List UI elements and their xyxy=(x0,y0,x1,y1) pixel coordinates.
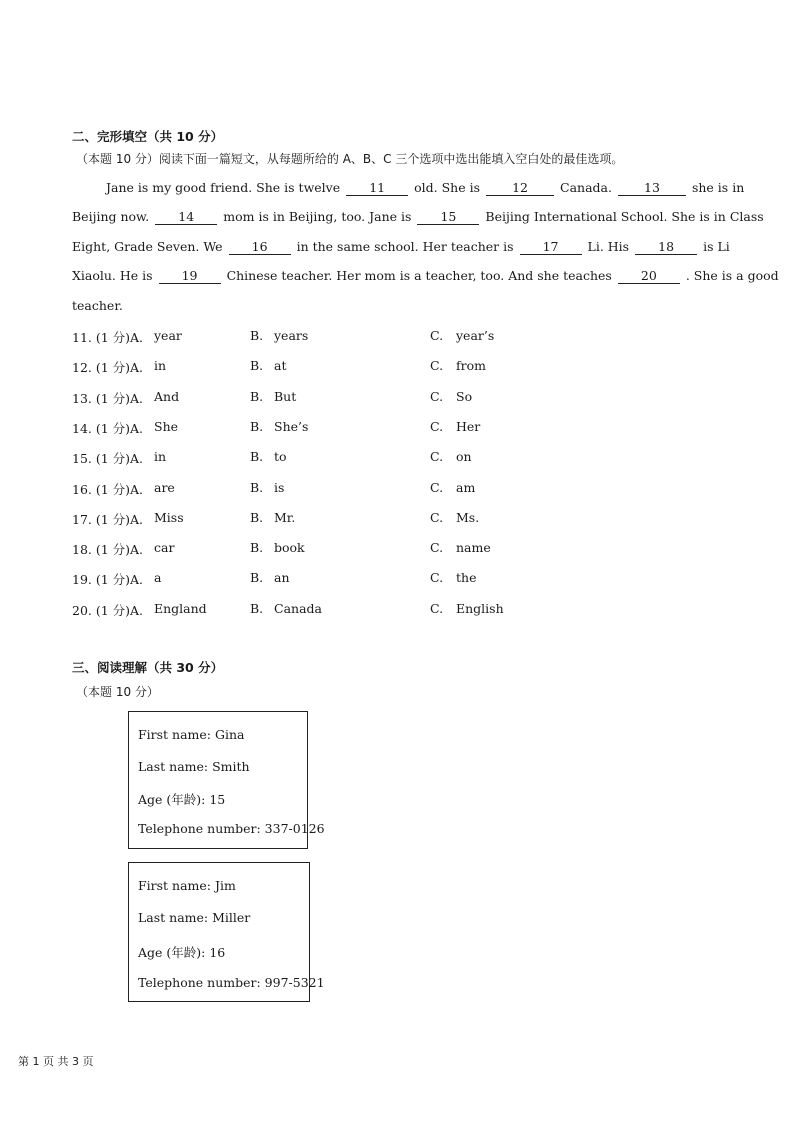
passage-text: Jane is my good friend. She is twelve xyxy=(106,180,341,195)
passage-text: Canada. xyxy=(560,180,612,195)
question-row xyxy=(72,601,552,617)
passage-line-2 xyxy=(72,210,764,225)
passage-text: Beijing now. xyxy=(72,209,150,224)
option-a: year xyxy=(154,328,182,343)
card-first-name: First name: Gina xyxy=(138,727,245,742)
passage-line-1 xyxy=(106,181,744,196)
option-b: is xyxy=(274,479,285,495)
option-b: Mr. xyxy=(274,509,296,525)
option-a: England xyxy=(154,600,207,616)
option-c: name xyxy=(456,540,491,556)
question-number: 13. (1 分)A. xyxy=(72,390,144,406)
option-a: a xyxy=(154,570,162,586)
question-row xyxy=(72,540,552,556)
info-card-gina xyxy=(128,711,325,849)
section-note-reading: （本题 10 分） xyxy=(76,685,159,699)
blank-17: 17 xyxy=(520,240,582,255)
question-number: 19. (1 分)A. xyxy=(72,572,144,588)
option-b-label: B. xyxy=(250,449,264,465)
blank-15: 15 xyxy=(417,210,479,225)
question-number: 17. (1 分)A. xyxy=(72,511,144,527)
passage-text: Li. His xyxy=(587,239,630,254)
option-b-label: B. xyxy=(250,328,264,343)
option-c: on xyxy=(456,449,472,465)
option-b: But xyxy=(274,388,297,404)
passage-text: Xiaolu. He is xyxy=(72,268,153,283)
blank-19: 19 xyxy=(159,269,221,284)
question-number: 14. (1 分)A. xyxy=(72,420,144,436)
blank-11: 11 xyxy=(346,181,408,196)
question-number: 15. (1 分)A. xyxy=(72,451,144,467)
passage-text: Eight, Grade Seven. We xyxy=(72,239,223,254)
option-b-label: B. xyxy=(250,540,264,556)
blank-18: 18 xyxy=(635,240,697,255)
option-c-label: C. xyxy=(430,449,444,465)
question-number: 20. (1 分)A. xyxy=(72,602,144,618)
page-footer: 第 1 页 共 3 页 xyxy=(18,1055,94,1068)
option-c-label: C. xyxy=(430,600,444,616)
option-b: at xyxy=(274,358,287,374)
option-c-label: C. xyxy=(430,479,444,495)
option-a: She xyxy=(154,418,179,434)
option-c: Ms. xyxy=(456,509,480,525)
question-row xyxy=(72,328,552,344)
option-b-label: B. xyxy=(250,358,264,374)
blank-16: 16 xyxy=(229,240,291,255)
section-instruction-cloze: （本题 10 分）阅读下面一篇短文，从每题所给的 A、B、C 三个选项中选出能填入空白处的最佳选项。 xyxy=(76,152,624,166)
section-title-cloze: 二、完形填空（共 10 分） xyxy=(72,129,224,144)
blank-12: 12 xyxy=(486,181,554,196)
info-card-jim xyxy=(128,862,325,1002)
option-c: So xyxy=(456,388,473,404)
passage-text: mom is in Beijing, too. Jane is xyxy=(223,209,412,224)
option-b-label: B. xyxy=(250,418,264,434)
option-c: am xyxy=(456,479,476,495)
question-row xyxy=(72,480,552,496)
question-row xyxy=(72,358,552,374)
option-c-label: C. xyxy=(430,540,444,556)
passage-line-5: teacher. xyxy=(72,298,123,313)
question-number: 12. (1 分)A. xyxy=(72,360,144,376)
option-c: from xyxy=(456,358,486,374)
option-a: in xyxy=(154,449,167,465)
blank-20: 20 xyxy=(618,269,680,284)
card-last-name: Last name: Smith xyxy=(138,759,250,774)
passage-text: old. She is xyxy=(414,180,481,195)
option-b: She’s xyxy=(274,418,309,434)
option-c-label: C. xyxy=(430,509,444,525)
option-a: in xyxy=(154,358,167,374)
option-b: an xyxy=(274,570,290,586)
passage-text: she is in xyxy=(691,180,745,195)
option-c: English xyxy=(456,600,504,616)
passage-text: . She is a good xyxy=(685,268,779,283)
card-first-name: First name: Jim xyxy=(138,878,236,893)
option-a: Miss xyxy=(154,509,184,525)
option-a: car xyxy=(154,540,175,556)
option-c: year’s xyxy=(456,328,495,343)
passage-text: in the same school. Her teacher is xyxy=(296,239,514,254)
passage-line-3 xyxy=(72,240,730,255)
question-row xyxy=(72,570,552,586)
option-b: to xyxy=(274,449,287,465)
option-b-label: B. xyxy=(250,388,264,404)
section-title-reading: 三、阅读理解（共 30 分） xyxy=(72,660,224,675)
option-c: Her xyxy=(456,418,481,434)
option-a: are xyxy=(154,479,175,495)
question-number: 16. (1 分)A. xyxy=(72,481,144,497)
option-c-label: C. xyxy=(430,570,444,586)
option-c-label: C. xyxy=(430,328,444,343)
option-b-label: B. xyxy=(250,570,264,586)
question-number: 18. (1 分)A. xyxy=(72,542,144,558)
option-b-label: B. xyxy=(250,509,264,525)
option-b-label: B. xyxy=(250,600,264,616)
question-row xyxy=(72,510,552,526)
option-b: Canada xyxy=(274,600,322,616)
option-c: the xyxy=(456,570,477,586)
passage-line-4 xyxy=(72,269,779,284)
card-telephone: Telephone number: 337-0126 xyxy=(138,821,325,836)
card-age: Age (年龄): 15 xyxy=(138,792,226,807)
card-last-name: Last name: Miller xyxy=(138,910,251,925)
option-b: book xyxy=(274,540,305,556)
question-row xyxy=(72,419,552,435)
option-a: And xyxy=(154,388,180,404)
question-row xyxy=(72,449,552,465)
blank-13: 13 xyxy=(618,181,686,196)
passage-text: is Li xyxy=(703,239,730,254)
question-number: 11. (1 分)A. xyxy=(72,330,144,345)
question-row xyxy=(72,389,552,405)
blank-14: 14 xyxy=(155,210,217,225)
option-b: years xyxy=(274,328,309,343)
option-c-label: C. xyxy=(430,418,444,434)
passage-text: Chinese teacher. Her mom is a teacher, too. And she teaches xyxy=(226,268,612,283)
card-age: Age (年龄): 16 xyxy=(138,945,226,960)
option-c-label: C. xyxy=(430,358,444,374)
option-c-label: C. xyxy=(430,388,444,404)
passage-text: Beijing International School. She is in Class xyxy=(485,209,764,224)
card-telephone: Telephone number: 997-5321 xyxy=(138,975,325,990)
option-b-label: B. xyxy=(250,479,264,495)
